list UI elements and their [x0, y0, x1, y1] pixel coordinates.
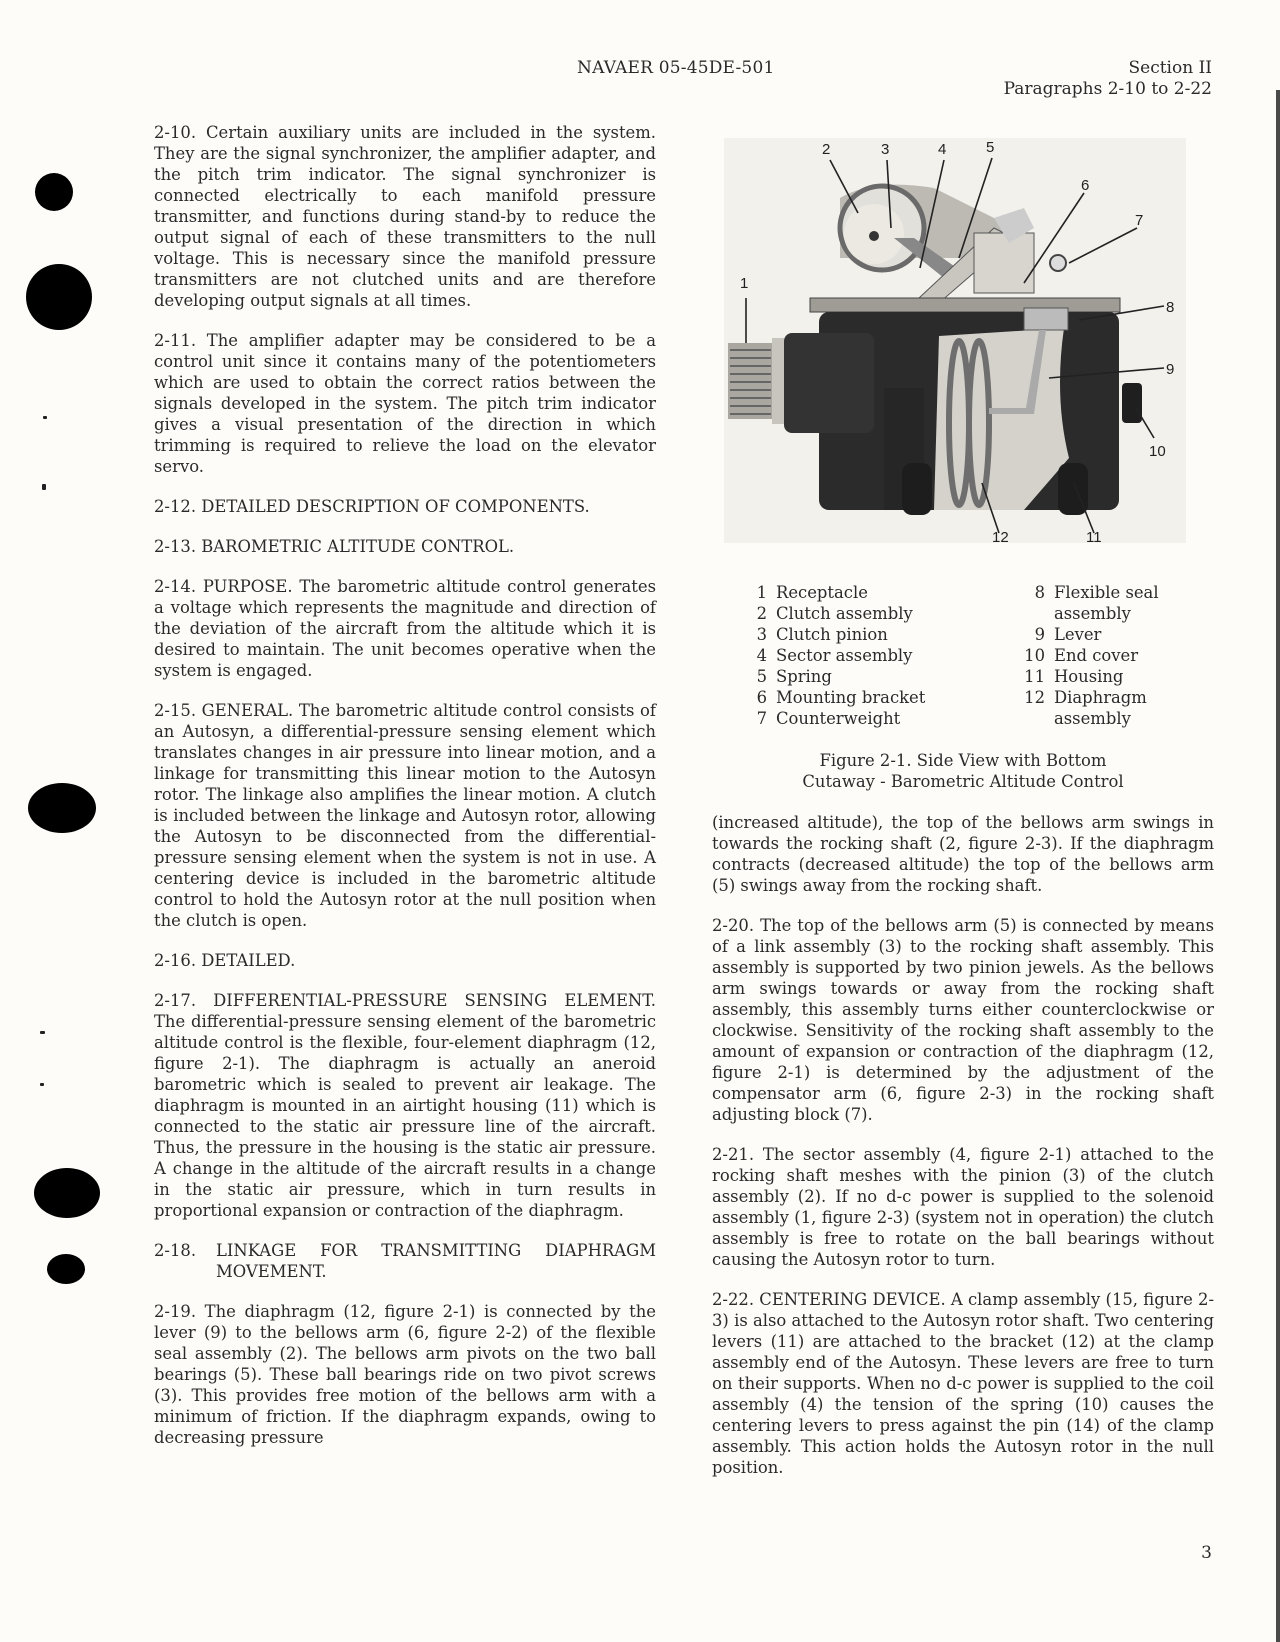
- legend-label: Clutch assembly: [776, 604, 913, 623]
- legend-number: 10: [1024, 646, 1045, 665]
- legend-item: [1015, 666, 1159, 687]
- paragraph-2-14: 2-14. PURPOSE. The barometric altitude control generates a voltage which represents the magnitude and direction of the deviation of the aircraft from the altitude which it is desired to maintain. The unit becomes operative when the system is engaged.: [154, 577, 656, 680]
- legend-label: Sector assembly: [776, 646, 913, 665]
- callout-11: 11: [1086, 529, 1102, 543]
- paragraph-2-20: 2-20. The top of the bellows arm (5) is connected by means of a link assembly (3) to the rocking shaft assembly. This assembly is supported by two pinion jewels. As the bellows arm swings towards or away from the rocking shaft assembly, this assembly turns either counterclockwise or clockwise. Sensitivity of the rocking shaft assembly to the amount of expansion or contraction of the diaphragm (12, figure 2-1) is determined by the adjustment of the compensator arm (6, figure 2-3) in the rocking shaft adjusting block (7).: [712, 916, 1214, 1124]
- binder-hole: [28, 783, 96, 833]
- legend-label: Spring: [776, 667, 832, 686]
- right-column: [712, 812, 1214, 1497]
- heading-2-13: 2-13. BAROMETRIC ALTITUDE CONTROL.: [154, 537, 515, 556]
- figure-caption: [712, 750, 1214, 792]
- legend-label: Clutch pinion: [776, 625, 888, 644]
- legend-number: 11: [1024, 667, 1045, 686]
- margin-speck: [43, 416, 47, 419]
- binder-hole: [47, 1254, 85, 1284]
- legend-number: 5: [756, 667, 767, 686]
- section-header: [1004, 58, 1212, 100]
- heading-2-18: [154, 1240, 656, 1282]
- paragraph-2-10: 2-10. Certain auxiliary units are included in the system. They are the signal synchronizer, the amplifier adapter, and the pitch trim indicator. The signal synchronizer is connected electrically to each manifold pressure transmitter, and functions during stand-by to reduce the output signal of each of these transmitters to the null voltage. This is necessary since the manifold pressure transmitters are not clutched units and are therefore developing output signals at all times.: [154, 123, 656, 310]
- legend-label: Receptacle: [776, 583, 868, 602]
- legend-label: [1054, 582, 1159, 624]
- heading-number: 2-18.: [154, 1241, 197, 1260]
- margin-speck: [42, 484, 46, 490]
- binder-hole: [26, 264, 92, 330]
- paragraph-2-19: 2-19. The diaphragm (12, figure 2-1) is connected by the lever (9) to the bellows arm (6, figure 2-2) of the flexible seal assembly (2). The bellows arm pivots on the two ball bearings (5). These ball bearings ride on two pivot screws (3). This provides free motion of the bellows arm with a minimum of friction. If the diaphragm expands, owing to decreasing pressure: [154, 1302, 656, 1447]
- legend-label-line2: assembly: [1054, 604, 1131, 623]
- legend-number: 8: [1034, 583, 1045, 602]
- callout-4: 4: [938, 141, 947, 158]
- heading-2-12: 2-12. DETAILED DESCRIPTION OF COMPONENTS.: [154, 497, 590, 516]
- callout-8: 8: [1166, 299, 1175, 316]
- caption-line: Figure 2-1. Side View with Bottom: [819, 751, 1107, 770]
- callout-7: 7: [1135, 212, 1144, 229]
- legend-item: [745, 582, 1015, 603]
- legend-label-line1: Flexible seal: [1054, 583, 1159, 602]
- legend-number: 3: [756, 625, 767, 644]
- legend-column-left: [745, 582, 1015, 729]
- paragraph-2-17: 2-17. DIFFERENTIAL-PRESSURE SENSING ELEMENT. The differential-pressure sensing element of the barometric altitude control is the flexible, four-element diaphragm (12, figure 2-1). The diaphragm is actually an aneroid barometric which is sealed to prevent air leakage. The diaphragm is mounted in an airtight housing (11) which is connected to the static air pressure line of the aircraft. Thus, the pressure in the housing is the static air pressure. A change in the altitude of the aircraft results in a change in the static air pressure, which in turn results in proportional expansion or contraction of the diaphragm.: [154, 991, 656, 1220]
- callout-10: 10: [1149, 443, 1166, 460]
- binder-hole: [34, 1168, 100, 1218]
- callout-1: 1: [740, 275, 749, 292]
- legend-number: 9: [1034, 625, 1045, 644]
- legend-number: 6: [756, 688, 767, 707]
- binder-hole: [35, 173, 73, 211]
- legend-number: 1: [756, 583, 767, 602]
- figure-2-1-photo: [724, 138, 1186, 543]
- paragraph-2-15: 2-15. GENERAL. The barometric altitude control consists of an Autosyn, a differential-pressure sensing element which translates changes in air pressure into linear motion, and a linkage for transmitting this linear motion to the Autosyn rotor. The linkage also amplifies the linear motion. A clutch is included between the linkage and Autosyn rotor, allowing the Autosyn to be disconnected from the differential-pressure sensing element when the system is not in use. A centering device is included in the barometric altitude control to hold the Autosyn rotor at the null position when the clutch is open.: [154, 701, 656, 930]
- section-label: Section II: [1128, 58, 1212, 78]
- paragraph-2-11: 2-11. The amplifier adapter may be considered to be a control unit since it contains many of the potentiometers which are used to obtain the correct ratios between the signals developed in the system. The pitch trim indicator gives a visual presentation of the direction in which trimming is required to relieve the load on the elevator servo.: [154, 331, 656, 476]
- legend-column-right: [1015, 582, 1159, 729]
- callout-2: 2: [822, 141, 831, 158]
- margin-speck: [40, 1031, 45, 1034]
- callout-5: 5: [986, 139, 995, 156]
- legend-label: Counterweight: [776, 709, 901, 728]
- heading-text: LINKAGE FOR TRANSMITTING DIAPHRAGM MOVEMENT.: [216, 1241, 656, 1281]
- legend-item: [1015, 582, 1159, 624]
- paragraph-2-22: 2-22. CENTERING DEVICE. A clamp assembly (15, figure 2-3) is also attached to the Autosyn rotor shaft. Two centering levers (11) are attached to the bracket (12) at the clamp assembly end of the Autosyn. These levers are free to turn on their supports. When no d-c power is supplied to the coil assembly (4) the tension of the spring (10) causes the centering levers to press against the pin (14) of the clamp assembly. This action holds the Autosyn rotor in the null position.: [712, 1290, 1214, 1477]
- barometric-altitude-control-illustration: [724, 138, 1186, 543]
- paragraph-range: Paragraphs 2-10 to 2-22: [1003, 79, 1212, 99]
- page-number: 3: [1201, 1543, 1212, 1563]
- legend-item: [745, 624, 1015, 645]
- caption-line: Cutaway - Barometric Altitude Control: [802, 772, 1124, 791]
- callout-6: 6: [1081, 177, 1090, 194]
- paragraph-2-19-continued: (increased altitude), the top of the bellows arm swings in towards the rocking shaft (2, figure 2-3). If the diaphragm contracts (decreased altitude) the top of the bellows arm (5) swings away from the rocking shaft.: [712, 813, 1214, 895]
- legend-item: [1015, 687, 1159, 729]
- callout-9: 9: [1166, 361, 1175, 378]
- callout-3: 3: [881, 141, 890, 158]
- legend-label: Housing: [1054, 667, 1124, 686]
- legend-number: 7: [756, 709, 767, 728]
- heading-2-16: 2-16. DETAILED.: [154, 951, 296, 970]
- legend-label: End cover: [1054, 646, 1139, 665]
- legend-number: 4: [756, 646, 767, 665]
- legend-label: [1054, 687, 1147, 729]
- legend-label-line1: Diaphragm: [1054, 688, 1147, 707]
- document-number: NAVAER 05-45DE-501: [577, 58, 775, 78]
- legend-item: [1015, 645, 1159, 666]
- legend-item: [1015, 624, 1159, 645]
- legend-item: [745, 708, 1015, 729]
- legend-label: Mounting bracket: [776, 688, 926, 707]
- legend-number: 2: [756, 604, 767, 623]
- paragraph-2-21: 2-21. The sector assembly (4, figure 2-1) attached to the rocking shaft meshes with the pinion (3) of the clutch assembly (2). If no d-c power is supplied to the solenoid assembly (1, figure 2-3) (system not in operation) the clutch assembly is free to rotate on the ball bearings without causing the Autosyn rotor to turn.: [712, 1145, 1214, 1269]
- margin-speck: [40, 1083, 44, 1086]
- legend-item: [745, 687, 1015, 708]
- callout-12: 12: [992, 529, 1009, 543]
- page-edge-shadow: [1276, 90, 1280, 1642]
- left-column: [154, 122, 656, 1467]
- legend-item: [745, 666, 1015, 687]
- figure-legend: [745, 582, 1185, 729]
- legend-number: 12: [1024, 688, 1045, 707]
- legend-label: Lever: [1054, 625, 1102, 644]
- legend-item: [745, 645, 1015, 666]
- legend-label-line2: assembly: [1054, 709, 1131, 728]
- legend-item: [745, 603, 1015, 624]
